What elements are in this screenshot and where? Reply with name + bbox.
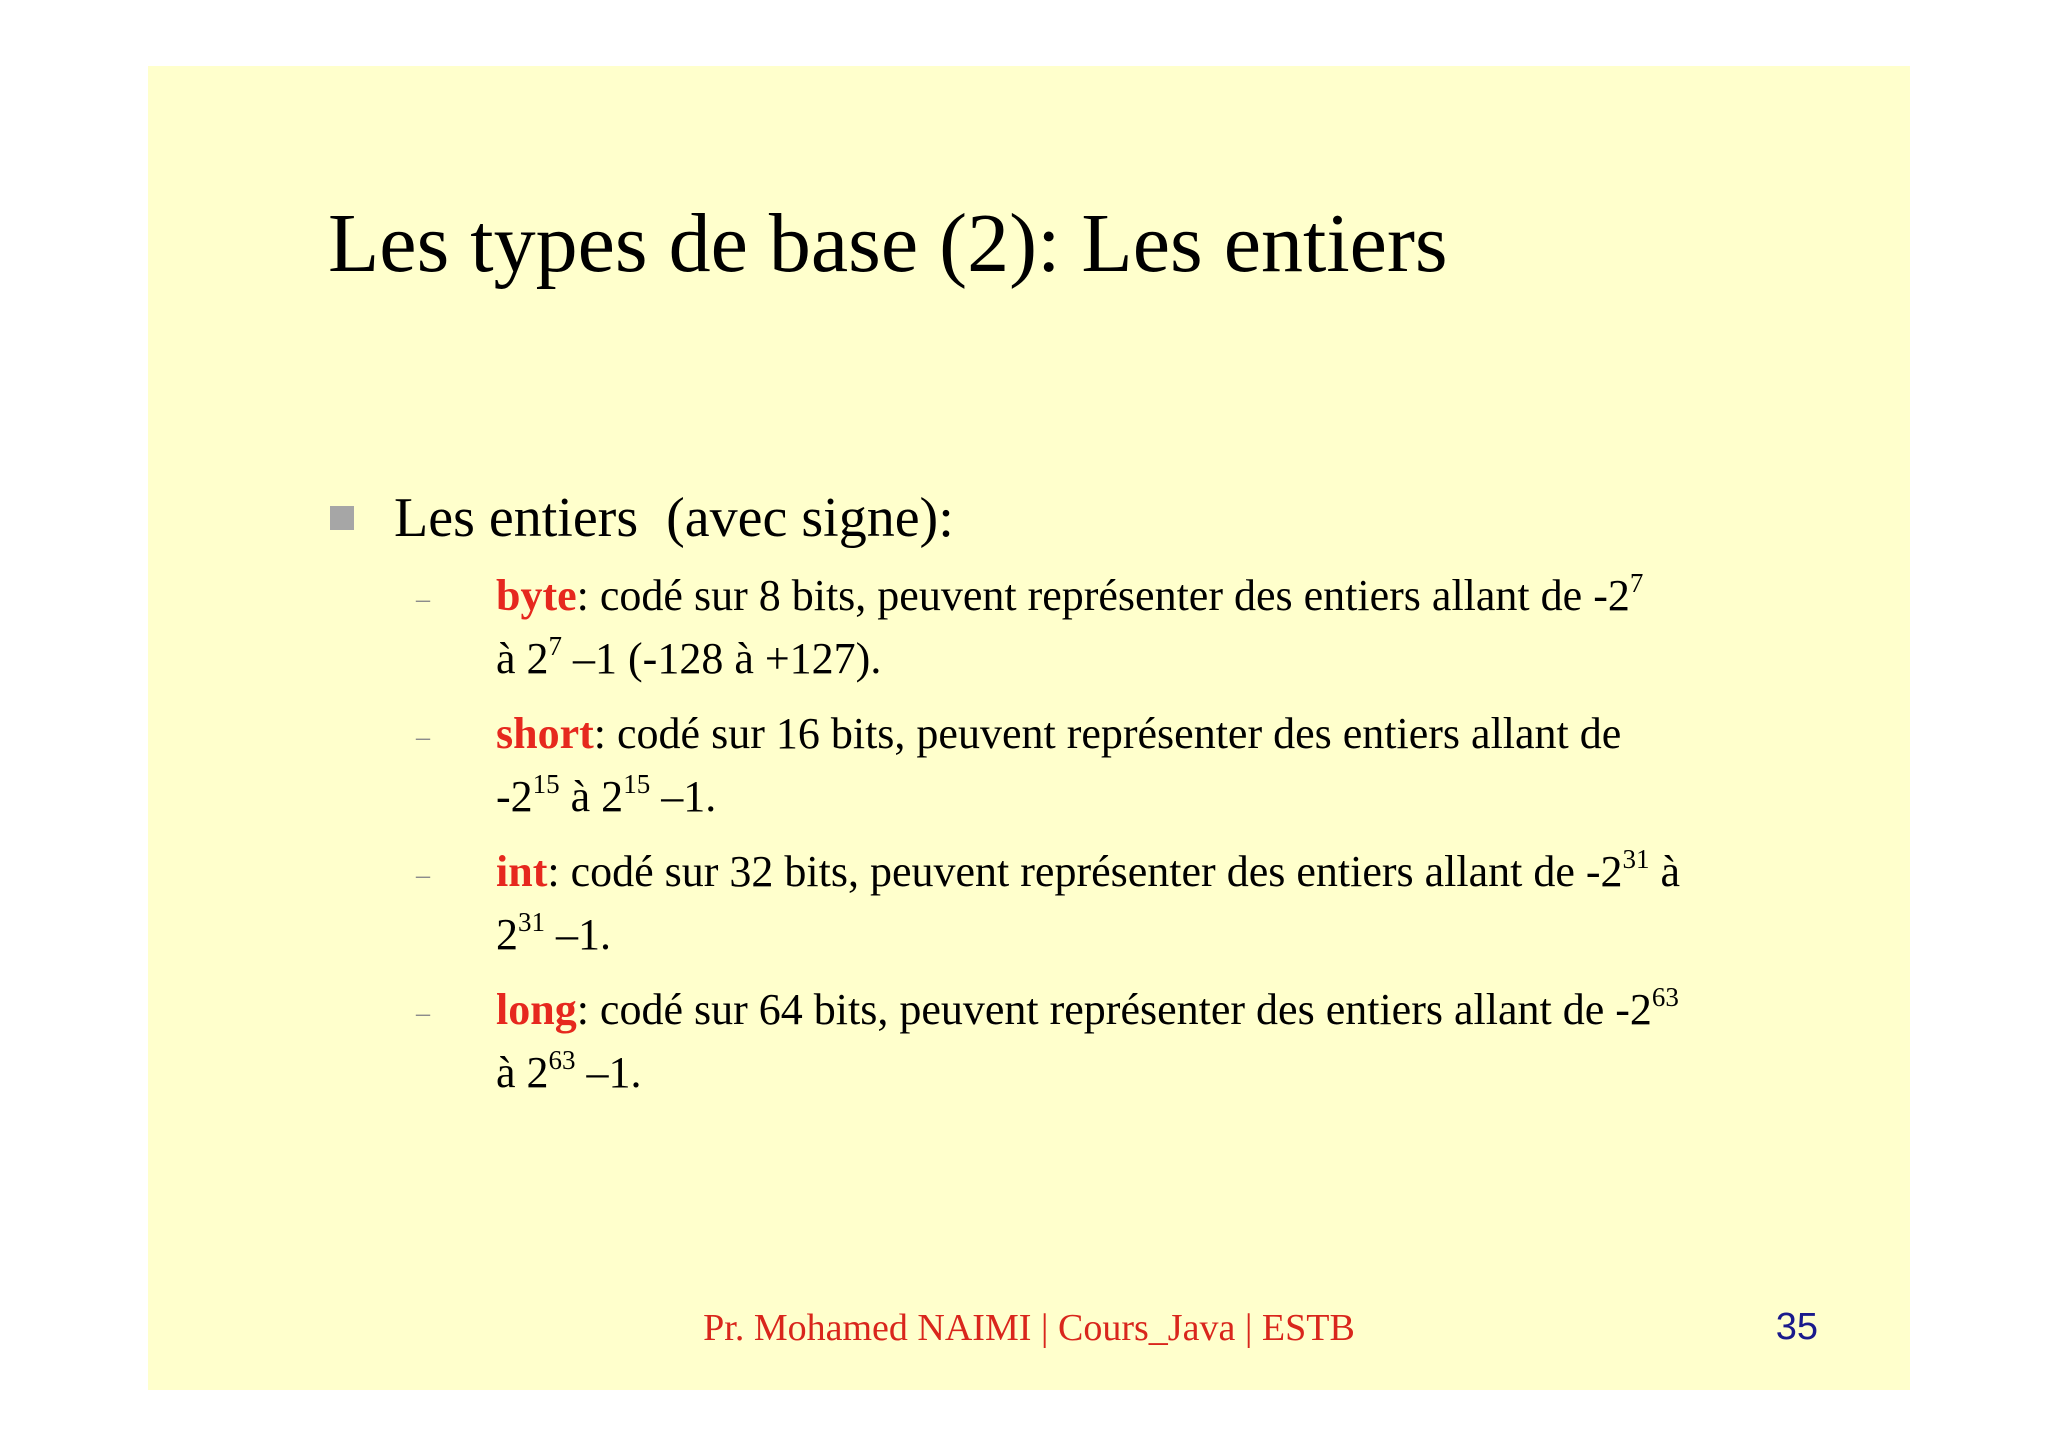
item-line-1 xyxy=(496,564,1746,627)
item-text: –1. xyxy=(545,910,611,959)
item-text: –1 (-128 à +127). xyxy=(562,634,882,683)
dash-bullet-icon: – xyxy=(416,584,430,615)
item-line-1 xyxy=(496,840,1746,903)
exponent: 15 xyxy=(532,769,560,800)
item-text: 2 xyxy=(496,910,518,959)
list-item-short xyxy=(416,702,1746,828)
sub-bullet-list xyxy=(416,564,1746,1116)
page-number: 35 xyxy=(1775,1306,1818,1348)
exponent: 15 xyxy=(623,769,651,800)
dash-bullet-icon: – xyxy=(416,722,430,753)
item-line-1 xyxy=(496,978,1746,1041)
item-text: -2 xyxy=(496,772,533,821)
keyword-long: long xyxy=(496,985,577,1034)
item-text: à xyxy=(1649,847,1681,896)
exponent: 7 xyxy=(548,631,563,662)
dash-bullet-icon: – xyxy=(416,998,430,1029)
item-line-2 xyxy=(496,627,1746,690)
item-text: à 2 xyxy=(496,634,549,683)
keyword-int: int xyxy=(496,847,548,896)
item-text: : codé sur 8 bits, peuvent représenter des entiers allant de -2 xyxy=(576,571,1630,620)
list-item-byte xyxy=(416,564,1746,690)
list-item-int xyxy=(416,840,1746,966)
item-line-2 xyxy=(496,765,1746,828)
keyword-short: short xyxy=(496,709,594,758)
dash-bullet-icon: – xyxy=(416,860,430,891)
main-bullet xyxy=(330,486,954,550)
square-bullet-icon xyxy=(330,506,354,530)
item-text: –1. xyxy=(575,1048,642,1097)
item-text: à 2 xyxy=(559,772,624,821)
list-item-long xyxy=(416,978,1746,1104)
item-text: : codé sur 64 bits, peuvent représenter des entiers allant de -2 xyxy=(576,985,1652,1034)
item-text: –1. xyxy=(650,772,717,821)
slide xyxy=(148,66,1910,1390)
exponent: 63 xyxy=(548,1045,576,1076)
main-bullet-text: Les entiers (avec signe): xyxy=(394,487,954,549)
item-text: : codé sur 32 bits, peuvent représenter des entiers allant de -2 xyxy=(547,847,1623,896)
exponent: 7 xyxy=(1629,568,1644,599)
item-text: : codé sur 16 bits, peuvent représenter des entiers allant de xyxy=(593,709,1622,758)
item-line-2 xyxy=(496,903,1746,966)
keyword-byte: byte xyxy=(496,571,577,620)
slide-title: Les types de base (2): Les entiers xyxy=(328,197,1448,290)
slide-footer: Pr. Mohamed NAIMI | Cours_Java | ESTB xyxy=(703,1307,1355,1349)
item-line-1 xyxy=(496,702,1746,765)
exponent: 31 xyxy=(518,907,545,938)
item-text: à 2 xyxy=(496,1048,549,1097)
exponent: 63 xyxy=(1651,982,1679,1013)
exponent: 31 xyxy=(1622,844,1650,875)
item-line-2 xyxy=(496,1041,1746,1104)
